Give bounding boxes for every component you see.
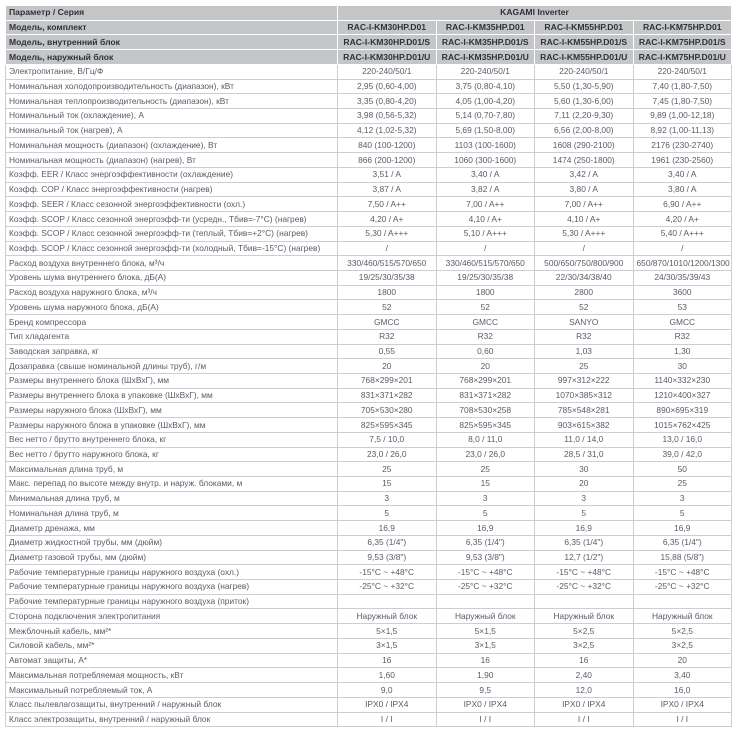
row-value: 3,51 / A bbox=[338, 167, 437, 182]
row-value: 25 bbox=[633, 477, 732, 492]
table-row bbox=[6, 506, 732, 521]
row-value: 1210×400×327 bbox=[633, 388, 732, 403]
row-value: 5 bbox=[535, 506, 634, 521]
row-value: 708×530×258 bbox=[436, 403, 535, 418]
table-row bbox=[6, 462, 732, 477]
row-value: 6,35 (1/4") bbox=[535, 535, 634, 550]
row-value: 20 bbox=[535, 477, 634, 492]
row-value: 16,9 bbox=[535, 521, 634, 536]
row-value: / bbox=[436, 241, 535, 256]
row-value: 3×2,5 bbox=[535, 638, 634, 653]
model-indoor-label: Модель, внутренний блок bbox=[6, 35, 338, 50]
table-row bbox=[6, 344, 732, 359]
table-row bbox=[6, 521, 732, 536]
table-row bbox=[6, 565, 732, 580]
row-label: Рабочие температурные границы наружного воздуха (приток) bbox=[6, 594, 338, 609]
row-value: 16,9 bbox=[633, 521, 732, 536]
table-row bbox=[6, 491, 732, 506]
row-label: Максимальная длина труб, м bbox=[6, 462, 338, 477]
row-label: Диаметр жидкостной трубы, мм (дюйм) bbox=[6, 535, 338, 550]
row-value: 840 (100-1200) bbox=[338, 138, 437, 153]
row-value: 500/650/750/800/900 bbox=[535, 256, 634, 271]
row-value: Наружный блок bbox=[338, 609, 437, 624]
row-label: Рабочие температурные границы наружного воздуха (охл.) bbox=[6, 565, 338, 580]
row-value: -15°C ~ +48°C bbox=[436, 565, 535, 580]
row-value: 4,10 / A+ bbox=[436, 212, 535, 227]
row-label: Сторона подключения электропитания bbox=[6, 609, 338, 624]
table-row bbox=[6, 138, 732, 153]
row-value: -25°C ~ +32°C bbox=[535, 580, 634, 595]
table-row bbox=[6, 388, 732, 403]
row-value: 30 bbox=[633, 359, 732, 374]
row-value: 1070×385×312 bbox=[535, 388, 634, 403]
row-value bbox=[535, 594, 634, 609]
model-kit-name: RAC-I-KM30HP.D01 bbox=[338, 20, 437, 35]
row-label: Номинальная мощность (диапазон) (нагрев), Вт bbox=[6, 153, 338, 168]
row-label: Максимальный потребляемый ток, А bbox=[6, 683, 338, 698]
table-row bbox=[6, 609, 732, 624]
row-value: 9,89 (1,00-12,18) bbox=[633, 109, 732, 124]
row-value: 3×1,5 bbox=[436, 638, 535, 653]
row-value: 8,92 (1,00-11,13) bbox=[633, 123, 732, 138]
model-kit-name: RAC-I-KM35HP.D01 bbox=[436, 20, 535, 35]
row-value: 220-240/50/1 bbox=[338, 64, 437, 79]
row-value: 6,35 (1/4") bbox=[633, 535, 732, 550]
row-label: Размеры наружного блока в упаковке (ШхВхГ), мм bbox=[6, 418, 338, 433]
row-value: 5 bbox=[338, 506, 437, 521]
model-kit-name: RAC-I-KM55HP.D01 bbox=[535, 20, 634, 35]
row-label: Вес нетто / брутто наружного блока, кг bbox=[6, 447, 338, 462]
model-outdoor-name: RAC-I-KM75HP.D01/U bbox=[633, 50, 732, 65]
row-label: Макс. перепад по высоте между внутр. и наруж. блоками, м bbox=[6, 477, 338, 492]
row-label: Расход воздуха внутреннего блока, м³/ч bbox=[6, 256, 338, 271]
row-value: 3,75 (0,80-4,10) bbox=[436, 79, 535, 94]
row-value: 5×2,5 bbox=[633, 624, 732, 639]
row-value: R32 bbox=[436, 329, 535, 344]
model-indoor-name: RAC-I-KM35HP.D01/S bbox=[436, 35, 535, 50]
table-row bbox=[6, 683, 732, 698]
row-value: GMCC bbox=[633, 315, 732, 330]
row-value: 1140×332×230 bbox=[633, 373, 732, 388]
row-value: -15°C ~ +48°C bbox=[535, 565, 634, 580]
model-kit-row bbox=[6, 20, 732, 35]
row-value: 9,5 bbox=[436, 683, 535, 698]
row-value: SANYO bbox=[535, 315, 634, 330]
row-value: 2800 bbox=[535, 285, 634, 300]
row-value: 1,30 bbox=[633, 344, 732, 359]
row-label: Диаметр дренажа, мм bbox=[6, 521, 338, 536]
table-row bbox=[6, 624, 732, 639]
row-value: 5×2,5 bbox=[535, 624, 634, 639]
spec-table-body bbox=[6, 64, 732, 726]
row-label: Дозаправка (свыше номинальной длины труб), г/м bbox=[6, 359, 338, 374]
table-row bbox=[6, 64, 732, 79]
row-value: IPX0 / IPX4 bbox=[535, 697, 634, 712]
table-row bbox=[6, 241, 732, 256]
row-value: 890×695×319 bbox=[633, 403, 732, 418]
row-value: 39,0 / 42,0 bbox=[633, 447, 732, 462]
row-value: -15°C ~ +48°C bbox=[633, 565, 732, 580]
row-value: 3,40 / A bbox=[436, 167, 535, 182]
row-value: 5,30 / A+++ bbox=[535, 226, 634, 241]
row-label: Размеры наружного блока (ШхВхГ), мм bbox=[6, 403, 338, 418]
model-outdoor-name: RAC-I-KM35HP.D01/U bbox=[436, 50, 535, 65]
row-label: Вес нетто / брутто внутреннего блока, кг bbox=[6, 432, 338, 447]
row-label: Уровень шума внутреннего блока, дБ(А) bbox=[6, 270, 338, 285]
table-row bbox=[6, 653, 732, 668]
row-value: 11,0 / 14,0 bbox=[535, 432, 634, 447]
row-value: 1800 bbox=[338, 285, 437, 300]
row-value: IPX0 / IPX4 bbox=[436, 697, 535, 712]
row-label: Размеры внутреннего блока (ШхВхГ), мм bbox=[6, 373, 338, 388]
row-value: 7,40 (1,80-7,50) bbox=[633, 79, 732, 94]
table-row bbox=[6, 638, 732, 653]
row-value: 1961 (230-2560) bbox=[633, 153, 732, 168]
row-value: Наружный блок bbox=[535, 609, 634, 624]
row-value bbox=[633, 594, 732, 609]
row-value: 4,20 / A+ bbox=[633, 212, 732, 227]
row-value: 50 bbox=[633, 462, 732, 477]
row-label: Заводская заправка, кг bbox=[6, 344, 338, 359]
row-label: Тип хладагента bbox=[6, 329, 338, 344]
row-value: I / I bbox=[535, 712, 634, 727]
table-row bbox=[6, 403, 732, 418]
row-value: GMCC bbox=[436, 315, 535, 330]
row-value: 3×1,5 bbox=[338, 638, 437, 653]
table-row bbox=[6, 477, 732, 492]
model-kit-label: Модель, комплект bbox=[6, 20, 338, 35]
row-value: 3×2,5 bbox=[633, 638, 732, 653]
row-value: 9,53 (3/8") bbox=[436, 550, 535, 565]
table-row bbox=[6, 182, 732, 197]
row-value: 3,40 / A bbox=[633, 167, 732, 182]
row-value: -25°C ~ +32°C bbox=[338, 580, 437, 595]
row-value: GMCC bbox=[338, 315, 437, 330]
row-value: 30 bbox=[535, 462, 634, 477]
row-value: 785×548×281 bbox=[535, 403, 634, 418]
row-value: 5 bbox=[436, 506, 535, 521]
table-row bbox=[6, 315, 732, 330]
row-value: 3,80 / A bbox=[535, 182, 634, 197]
row-value: 52 bbox=[535, 300, 634, 315]
row-label: Бренд компрессора bbox=[6, 315, 338, 330]
row-value: 650/870/1010/1200/1300 bbox=[633, 256, 732, 271]
row-value: 16,0 bbox=[633, 683, 732, 698]
brand-series-title: KAGAMI Inverter bbox=[338, 6, 732, 21]
row-value: Наружный блок bbox=[633, 609, 732, 624]
row-value: 9,53 (3/8") bbox=[338, 550, 437, 565]
row-label: Межблочный кабель, мм²* bbox=[6, 624, 338, 639]
row-value: 12,0 bbox=[535, 683, 634, 698]
table-row bbox=[6, 359, 732, 374]
row-value: 7,5 / 10,0 bbox=[338, 432, 437, 447]
spec-table bbox=[5, 5, 732, 727]
table-row bbox=[6, 580, 732, 595]
row-value: 220-240/50/1 bbox=[436, 64, 535, 79]
row-value: 903×615×382 bbox=[535, 418, 634, 433]
row-value: 25 bbox=[436, 462, 535, 477]
row-value: 0,55 bbox=[338, 344, 437, 359]
row-value: 3,82 / A bbox=[436, 182, 535, 197]
row-value: 5×1,5 bbox=[338, 624, 437, 639]
row-value: 5,40 / A+++ bbox=[633, 226, 732, 241]
row-value: 9,0 bbox=[338, 683, 437, 698]
row-value: 825×595×345 bbox=[436, 418, 535, 433]
model-outdoor-name: RAC-I-KM55HP.D01/U bbox=[535, 50, 634, 65]
row-value: 5,60 (1,30-6,00) bbox=[535, 94, 634, 109]
row-value: 52 bbox=[436, 300, 535, 315]
row-label: Уровень шума наружного блока, дБ(А) bbox=[6, 300, 338, 315]
row-value: I / I bbox=[436, 712, 535, 727]
row-value: 19/25/30/35/38 bbox=[338, 270, 437, 285]
row-value: 997×312×222 bbox=[535, 373, 634, 388]
row-value: 3,40 bbox=[633, 668, 732, 683]
row-value: 825×595×345 bbox=[338, 418, 437, 433]
model-indoor-row bbox=[6, 35, 732, 50]
row-value: 4,05 (1,00-4,20) bbox=[436, 94, 535, 109]
model-outdoor-name: RAC-I-KM30HP.D01/U bbox=[338, 50, 437, 65]
row-value: 3 bbox=[633, 491, 732, 506]
row-value: 5,50 (1,30-5,90) bbox=[535, 79, 634, 94]
row-value: 4,10 / A+ bbox=[535, 212, 634, 227]
row-label: Минимальная длина труб, м bbox=[6, 491, 338, 506]
row-value: 5,10 / A+++ bbox=[436, 226, 535, 241]
row-value: 6,35 (1/4") bbox=[436, 535, 535, 550]
row-value: 0,60 bbox=[436, 344, 535, 359]
table-row bbox=[6, 594, 732, 609]
row-value: 19/25/30/35/38 bbox=[436, 270, 535, 285]
row-label: Номинальная теплопроизводительность (диапазон), кВт bbox=[6, 94, 338, 109]
row-value: 5,30 / A+++ bbox=[338, 226, 437, 241]
spec-table-header bbox=[6, 6, 732, 65]
table-row bbox=[6, 668, 732, 683]
row-label: Номинальная холодопроизводительность (диапазон), кВт bbox=[6, 79, 338, 94]
table-row bbox=[6, 167, 732, 182]
table-row bbox=[6, 197, 732, 212]
table-row bbox=[6, 697, 732, 712]
row-value: IPX0 / IPX4 bbox=[633, 697, 732, 712]
table-row bbox=[6, 256, 732, 271]
row-value: 3,35 (0,80-4,20) bbox=[338, 94, 437, 109]
model-indoor-name: RAC-I-KM55HP.D01/S bbox=[535, 35, 634, 50]
row-value: 5,69 (1,50-8,00) bbox=[436, 123, 535, 138]
row-label: Номинальный ток (нагрев), А bbox=[6, 123, 338, 138]
row-value: R32 bbox=[535, 329, 634, 344]
row-label: Коэфф. EER / Класс энергоэффективности (охлаждение) bbox=[6, 167, 338, 182]
row-value: 1800 bbox=[436, 285, 535, 300]
row-value: -15°C ~ +48°C bbox=[338, 565, 437, 580]
row-value: 831×371×282 bbox=[338, 388, 437, 403]
row-value: 6,35 (1/4") bbox=[338, 535, 437, 550]
row-value: -25°C ~ +32°C bbox=[633, 580, 732, 595]
table-row bbox=[6, 418, 732, 433]
table-row bbox=[6, 212, 732, 227]
row-value: 1,90 bbox=[436, 668, 535, 683]
row-value: 15 bbox=[338, 477, 437, 492]
row-label: Коэфф. SEER / Класс сезонной энергоэффективности (охл.) bbox=[6, 197, 338, 212]
model-indoor-name: RAC-I-KM75HP.D01/S bbox=[633, 35, 732, 50]
table-row bbox=[6, 153, 732, 168]
row-value: 330/460/515/570/650 bbox=[338, 256, 437, 271]
param-series-label: Параметр / Серия bbox=[6, 6, 338, 21]
row-value: 768×299×201 bbox=[338, 373, 437, 388]
row-label: Размеры внутреннего блока в упаковке (ШхВхГ), мм bbox=[6, 388, 338, 403]
row-value: I / I bbox=[633, 712, 732, 727]
row-value: 16,9 bbox=[338, 521, 437, 536]
row-value: 16 bbox=[535, 653, 634, 668]
row-value: 1,60 bbox=[338, 668, 437, 683]
row-value: / bbox=[633, 241, 732, 256]
table-row bbox=[6, 300, 732, 315]
row-value: 8,0 / 11,0 bbox=[436, 432, 535, 447]
row-value: / bbox=[535, 241, 634, 256]
row-value: 220-240/50/1 bbox=[633, 64, 732, 79]
row-value: 15,88 (5/8") bbox=[633, 550, 732, 565]
row-value: 2,95 (0,60-4,00) bbox=[338, 79, 437, 94]
row-value: 3600 bbox=[633, 285, 732, 300]
row-value: 16,9 bbox=[436, 521, 535, 536]
model-kit-name: RAC-I-KM75HP.D01 bbox=[633, 20, 732, 35]
row-value: 3 bbox=[436, 491, 535, 506]
row-value: 2176 (230-2740) bbox=[633, 138, 732, 153]
row-value: 768×299×201 bbox=[436, 373, 535, 388]
row-value: 7,45 (1,80-7,50) bbox=[633, 94, 732, 109]
table-row bbox=[6, 94, 732, 109]
row-label: Номинальная длина труб, м bbox=[6, 506, 338, 521]
table-row bbox=[6, 535, 732, 550]
row-value: 25 bbox=[338, 462, 437, 477]
row-label: Коэфф. COP / Класс энергоэффективности (нагрев) bbox=[6, 182, 338, 197]
row-label: Автомат защиты, А* bbox=[6, 653, 338, 668]
row-label: Диаметр газовой трубы, мм (дюйм) bbox=[6, 550, 338, 565]
row-value: 23,0 / 26,0 bbox=[436, 447, 535, 462]
row-value: I / I bbox=[338, 712, 437, 727]
row-value: / bbox=[338, 241, 437, 256]
row-value: 20 bbox=[436, 359, 535, 374]
row-value: 3,42 / A bbox=[535, 167, 634, 182]
row-value: 23,0 / 26,0 bbox=[338, 447, 437, 462]
row-value: 6,56 (2,00-8,00) bbox=[535, 123, 634, 138]
table-row bbox=[6, 550, 732, 565]
table-row bbox=[6, 109, 732, 124]
row-value: 330/460/515/570/650 bbox=[436, 256, 535, 271]
row-value: R32 bbox=[633, 329, 732, 344]
row-value: IPX0 / IPX4 bbox=[338, 697, 437, 712]
row-value: 6,90 / A++ bbox=[633, 197, 732, 212]
row-value: 12,7 (1/2") bbox=[535, 550, 634, 565]
row-value bbox=[338, 594, 437, 609]
table-row bbox=[6, 226, 732, 241]
table-row bbox=[6, 432, 732, 447]
row-value: 1060 (300-1600) bbox=[436, 153, 535, 168]
row-label: Коэфф. SCOP / Класс сезонной энергоэфф-ти (усредн., Tбив=-7°C) (нагрев) bbox=[6, 212, 338, 227]
model-outdoor-label: Модель, наружный блок bbox=[6, 50, 338, 65]
row-value: 53 bbox=[633, 300, 732, 315]
row-label: Номинальная мощность (диапазон) (охлаждение), Вт bbox=[6, 138, 338, 153]
row-value: 2,40 bbox=[535, 668, 634, 683]
row-value: 15 bbox=[436, 477, 535, 492]
row-value: -25°C ~ +32°C bbox=[436, 580, 535, 595]
row-label: Расход воздуха наружного блока, м³/ч bbox=[6, 285, 338, 300]
row-value: 1608 (290-2100) bbox=[535, 138, 634, 153]
row-value: Наружный блок bbox=[436, 609, 535, 624]
row-value: R32 bbox=[338, 329, 437, 344]
row-value: 24/30/35/39/43 bbox=[633, 270, 732, 285]
row-value: 7,00 / A++ bbox=[535, 197, 634, 212]
row-value: 5 bbox=[633, 506, 732, 521]
table-row bbox=[6, 123, 732, 138]
table-row bbox=[6, 285, 732, 300]
row-value: 16 bbox=[436, 653, 535, 668]
row-value: 25 bbox=[535, 359, 634, 374]
row-label: Рабочие температурные границы наружного воздуха (нагрев) bbox=[6, 580, 338, 595]
row-value: 4,12 (1,02-5,32) bbox=[338, 123, 437, 138]
row-value: 20 bbox=[633, 653, 732, 668]
row-label: Номинальный ток (охлаждение), А bbox=[6, 109, 338, 124]
row-value: 3 bbox=[535, 491, 634, 506]
row-value: 7,00 / A++ bbox=[436, 197, 535, 212]
row-value: 16 bbox=[338, 653, 437, 668]
row-value: 705×530×280 bbox=[338, 403, 437, 418]
table-row bbox=[6, 329, 732, 344]
row-value: 220-240/50/1 bbox=[535, 64, 634, 79]
row-value: 52 bbox=[338, 300, 437, 315]
row-value: 7,50 / A++ bbox=[338, 197, 437, 212]
row-value: 28,5 / 31,0 bbox=[535, 447, 634, 462]
row-value: 5,14 (0,70-7,80) bbox=[436, 109, 535, 124]
row-value bbox=[436, 594, 535, 609]
row-label: Коэфф. SCOP / Класс сезонной энергоэфф-ти (холодный, Tбив=-15°C) (нагрев) bbox=[6, 241, 338, 256]
row-value: 20 bbox=[338, 359, 437, 374]
row-value: 7,11 (2,20-9,30) bbox=[535, 109, 634, 124]
row-value: 13,0 / 16,0 bbox=[633, 432, 732, 447]
series-header-row bbox=[6, 6, 732, 21]
row-label: Максимальная потребляемая мощность, кВт bbox=[6, 668, 338, 683]
row-value: 866 (200-1200) bbox=[338, 153, 437, 168]
row-value: 22/30/34/38/40 bbox=[535, 270, 634, 285]
row-label: Класс электрозащиты, внутренний / наружный блок bbox=[6, 712, 338, 727]
row-value: 1103 (100-1600) bbox=[436, 138, 535, 153]
row-label: Класс пылевлагозащиты, внутренний / наружный блок bbox=[6, 697, 338, 712]
row-value: 3,80 / A bbox=[633, 182, 732, 197]
row-value: 3,98 (0,56-5,32) bbox=[338, 109, 437, 124]
row-value: 3 bbox=[338, 491, 437, 506]
table-row bbox=[6, 373, 732, 388]
table-row bbox=[6, 79, 732, 94]
table-row bbox=[6, 712, 732, 727]
row-value: 3,87 / A bbox=[338, 182, 437, 197]
row-label: Силовой кабель, мм²* bbox=[6, 638, 338, 653]
row-value: 4,20 / A+ bbox=[338, 212, 437, 227]
row-value: 5×1,5 bbox=[436, 624, 535, 639]
model-indoor-name: RAC-I-KM30HP.D01/S bbox=[338, 35, 437, 50]
row-value: 1474 (250-1800) bbox=[535, 153, 634, 168]
table-row bbox=[6, 270, 732, 285]
row-value: 1015×762×425 bbox=[633, 418, 732, 433]
model-outdoor-row bbox=[6, 50, 732, 65]
table-row bbox=[6, 447, 732, 462]
row-value: 1,03 bbox=[535, 344, 634, 359]
row-label: Электропитание, В/Гц/Ф bbox=[6, 64, 338, 79]
row-label: Коэфф. SCOP / Класс сезонной энергоэфф-ти (теплый, Tбив=+2°C) (нагрев) bbox=[6, 226, 338, 241]
row-value: 831×371×282 bbox=[436, 388, 535, 403]
